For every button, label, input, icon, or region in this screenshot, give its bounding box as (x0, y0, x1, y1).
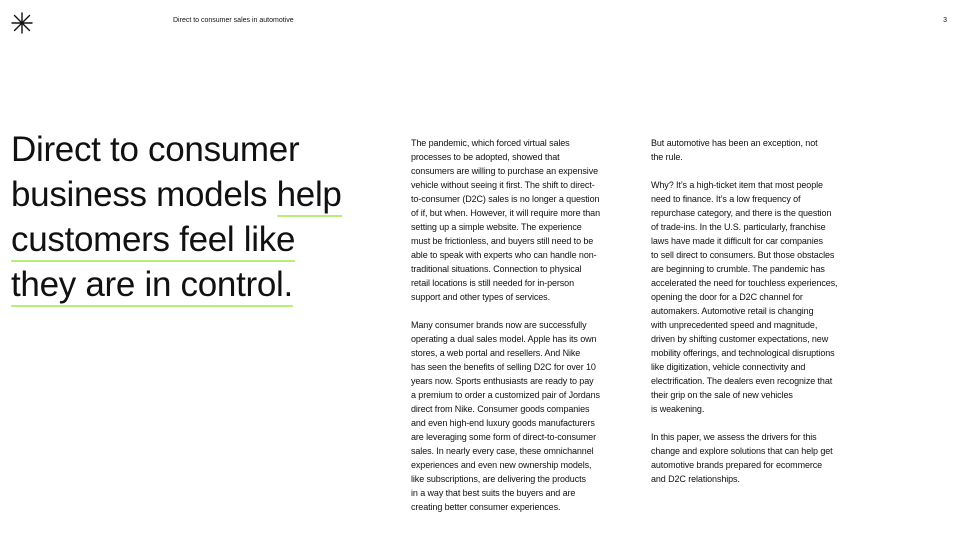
text-line: electrification. The dealers even recognize that (651, 376, 833, 386)
text-line: in a way that best suits the buyers and are (411, 488, 576, 498)
text-line: a premium to order a customized pair of Jordans (411, 390, 600, 400)
headline-highlight: help (277, 175, 342, 217)
text-line: the rule. (651, 152, 683, 162)
text-line: In this paper, we assess the drivers for this (651, 432, 817, 442)
text-line: is weakening. (651, 404, 705, 414)
text-line: Why? It’s a high-ticket item that most people (651, 180, 823, 190)
text-line: creating better consumer experiences. (411, 502, 561, 512)
headline-line-2 (11, 172, 391, 217)
text-line: with unprecedented speed and magnitude, (651, 320, 818, 330)
headline-text: Direct to consumer (11, 130, 300, 169)
paragraph (651, 430, 873, 486)
headline-line-3 (11, 217, 391, 262)
text-line: are leveraging some form of direct-to-consumer (411, 432, 596, 442)
text-line: of if, but when. However, it will require more than (411, 208, 600, 218)
body-column-left (411, 136, 633, 528)
asterisk-burst-icon (11, 12, 33, 34)
text-line: The pandemic, which forced virtual sales (411, 138, 570, 148)
headline-highlight: customers feel like (11, 220, 295, 262)
headline-line-1 (11, 127, 391, 172)
text-line: vehicle without seeing it first. The shift to direct- (411, 180, 595, 190)
text-line: mobility offerings, and technological disruptions (651, 348, 835, 358)
text-line: automotive brands prepared for ecommerce (651, 460, 823, 470)
text-line: repurchase category, and there is the question (651, 208, 832, 218)
text-line: need to finance. It’s a low frequency of (651, 194, 801, 204)
paragraph (411, 318, 633, 514)
text-line: to-consumer (D2C) sales is no longer a question (411, 194, 600, 204)
text-line: operating a dual sales model. Apple has its own (411, 334, 597, 344)
text-line: support and other types of services. (411, 292, 550, 302)
paragraph (651, 178, 873, 416)
text-line: accelerated the need for touchless experiences, (651, 278, 838, 288)
document-title: Direct to consumer sales in automotive (173, 17, 294, 24)
text-line: years now. Sports enthusiasts are ready to pay (411, 376, 594, 386)
text-line: experiences and even new ownership models, (411, 460, 592, 470)
text-line: change and explore solutions that can help get (651, 446, 833, 456)
text-line: traditional situations. Connection to physical (411, 264, 582, 274)
headline-text: business models (11, 175, 277, 214)
paragraph (651, 136, 873, 164)
text-line: able to speak with experts who can handle non- (411, 250, 597, 260)
body-column-right (651, 136, 873, 500)
headline-highlight: they are in control. (11, 265, 293, 307)
text-line: like subscriptions, are delivering the products (411, 474, 586, 484)
text-line: of trade-ins. In the U.S. particularly, franchise (651, 222, 826, 232)
text-line: direct from Nike. Consumer goods companies (411, 404, 590, 414)
page-number: 3 (943, 17, 947, 24)
text-line: But automotive has been an exception, not (651, 138, 818, 148)
text-line: sales. In nearly every case, these omnichannel (411, 446, 594, 456)
text-line: and D2C relationships. (651, 474, 740, 484)
text-line: Many consumer brands now are successfully (411, 320, 587, 330)
text-line: laws have made it difficult for car companies (651, 236, 823, 246)
text-line: driven by shifting customer expectations, new (651, 334, 829, 344)
text-line: and even high-end luxury goods manufacturers (411, 418, 595, 428)
text-line: consumers are willing to purchase an expensive (411, 166, 599, 176)
text-line: their grip on the sale of new vehicles (651, 390, 793, 400)
text-line: like digitization, vehicle connectivity and (651, 362, 806, 372)
text-line: processes to be adopted, showed that (411, 152, 560, 162)
headline-line-4 (11, 262, 391, 307)
text-line: to sell direct to consumers. But those obstacles (651, 250, 835, 260)
text-line: setting up a simple website. The experience (411, 222, 582, 232)
text-line: has seen the benefits of selling D2C for over 10 (411, 362, 596, 372)
text-line: must be frictionless, and buyers still need to be (411, 236, 594, 246)
text-line: opening the door for a D2C channel for (651, 292, 803, 302)
text-line: are beginning to crumble. The pandemic has (651, 264, 825, 274)
text-line: retail locations is still needed for in-person (411, 278, 574, 288)
text-line: stores, a web portal and resellers. And Nike (411, 348, 581, 358)
page-headline (11, 127, 391, 307)
text-line: automakers. Automotive retail is changing (651, 306, 814, 316)
paragraph (411, 136, 633, 304)
